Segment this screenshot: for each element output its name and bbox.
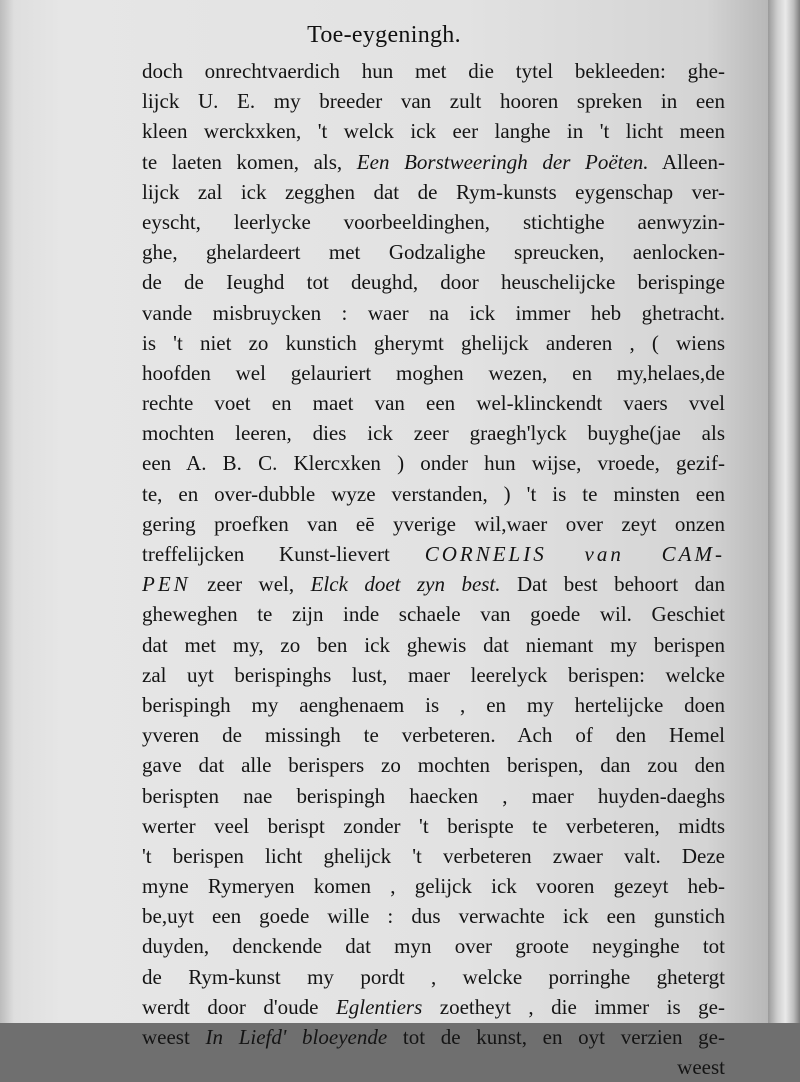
text-line [142,992,725,1022]
spaced-name-text: CORNELIS van CAM- [424,542,725,566]
text-line [142,1052,725,1082]
italic-text: Een Borstweeringh der Poëten. [356,149,649,174]
text-segment: tot de kunst, en oyt verzien ge- [387,1025,725,1049]
text-line [142,479,725,509]
text-segment: weest [142,1025,206,1049]
text-segment: werdt door d'oude [142,994,336,1019]
text-segment: berispingh my aenghenaem is , en my hertelijcke doen [142,692,725,717]
running-header: Toe-eygeningh. [307,22,461,48]
spaced-name-text: PEN [142,572,191,597]
text-segment: lijck zal ick zegghen dat de Rym-kunsts eygenschap ver- [142,179,725,204]
text-segment: is 't niet zo kunstich gherymt ghelijck anderen , ( wiens [142,330,725,355]
text-segment: kleen werckxken, 't welck ick eer langhe in 't licht meen [142,119,725,144]
text-line [142,781,725,811]
text-segment: zal uyt berispinghs lust, maer leerelyck berispen: welcke [142,662,725,687]
text-line [142,841,725,871]
text-segment: duyden, denckende dat myn over groote neyginghe tot [142,934,725,959]
text-line [142,358,725,388]
text-line [142,267,725,297]
text-line [142,811,725,841]
text-segment: Alleen- [648,149,725,174]
text-line [142,750,725,780]
text-segment: treffelijcken Kunst-lievert [142,542,425,566]
text-segment: de de Ieughd tot deughd, door heuschelijcke berispinge [142,270,725,295]
text-line [142,116,725,146]
text-segment: yveren de missingh te verbeteren. Ach of den Hemel [142,723,725,748]
text-line [142,569,725,599]
text-segment: mochten leeren, dies ick zeer graegh'lyck buyghe(jae als [142,421,725,446]
text-line [142,328,725,358]
text-segment: berispten nae berispingh haecken , maer huyden-daeghs [142,783,725,808]
text-line [142,599,725,629]
italic-text: Eglentiers [335,994,423,1019]
text-line [142,539,725,569]
text-line [142,177,725,207]
text-segment: dat met my, zo ben ick ghewis dat niemant my berispen [142,632,725,657]
text-segment: zeer wel, [190,572,311,597]
text-line [142,56,725,86]
text-line [142,86,725,116]
text-segment: doch onrechtvaerdich hun met die tytel bekleeden: ghe- [142,59,725,83]
text-line [142,509,725,539]
text-segment: lijck U. E. my breeder van zult hooren spreken in een [142,89,725,114]
text-line [142,298,725,328]
text-segment: gering proefken van eē yverige wil,waer over zeyt onzen [142,511,725,536]
text-segment: zoetheyt , die immer is ge- [422,994,725,1019]
text-segment: gave dat alle berispers zo mochten berispen, dan zou den [142,753,725,778]
text-line [142,418,725,448]
text-line [142,1022,725,1052]
text-segment: een A. B. C. Klercxken ) onder hun wijse, vroede, gezif- [142,451,725,476]
text-line [142,207,725,237]
italic-text: In Liefd' bloeyende [205,1025,388,1049]
text-line [142,901,725,931]
text-segment: gheweghen te zijn inde schaele van goede wil. Geschiet [142,602,725,627]
text-segment: Dat best behoort dan [500,572,726,597]
text-segment: rechte voet en maet van een wel-klinckendt vaers vvel [142,391,725,416]
book-spine [768,0,800,1023]
page-edge-shadow [0,0,14,1023]
text-segment: eyscht, leerlycke voorbeeldinghen, stichtighe aenwyzin- [142,209,725,234]
text-line [142,660,725,690]
text-line [142,448,725,478]
text-segment: de Rym-kunst my pordt , welcke porringhe ghetergt [142,964,725,989]
text-line [142,871,725,901]
text-segment: ghe, ghelardeert met Godzalighe spreucken, aenlocken- [142,240,725,265]
text-segment: werter veel berispt zonder 't berispte te verbeteren, midts [142,813,725,838]
text-segment: 't berispen licht ghelijck 't verbeteren zwaer valt. Deze [142,843,725,868]
text-line [142,630,725,660]
text-line [142,962,725,992]
text-segment: vande misbruycken : waer na ick immer heb ghetracht. [142,300,725,325]
italic-text: Elck doet zyn best. [310,572,501,597]
text-segment: be,uyt een goede wille : dus verwachte ick een gunstich [142,904,725,929]
page-body-text [142,56,725,1082]
text-segment: weest [677,1055,725,1080]
text-segment: te laeten komen, als, [142,149,357,174]
text-segment: hoofden wel gelauriert moghen wezen, en my,helaes,de [142,360,725,385]
text-segment: te, en over-dubble wyze verstanden, ) 't is te minsten een [142,481,725,506]
text-line [142,690,725,720]
text-line [142,720,725,750]
text-segment: myne Rymeryen komen , gelijck ick vooren gezeyt heb- [142,874,725,899]
text-line [142,237,725,267]
text-line [142,931,725,961]
text-line [142,147,725,177]
text-line [142,388,725,418]
